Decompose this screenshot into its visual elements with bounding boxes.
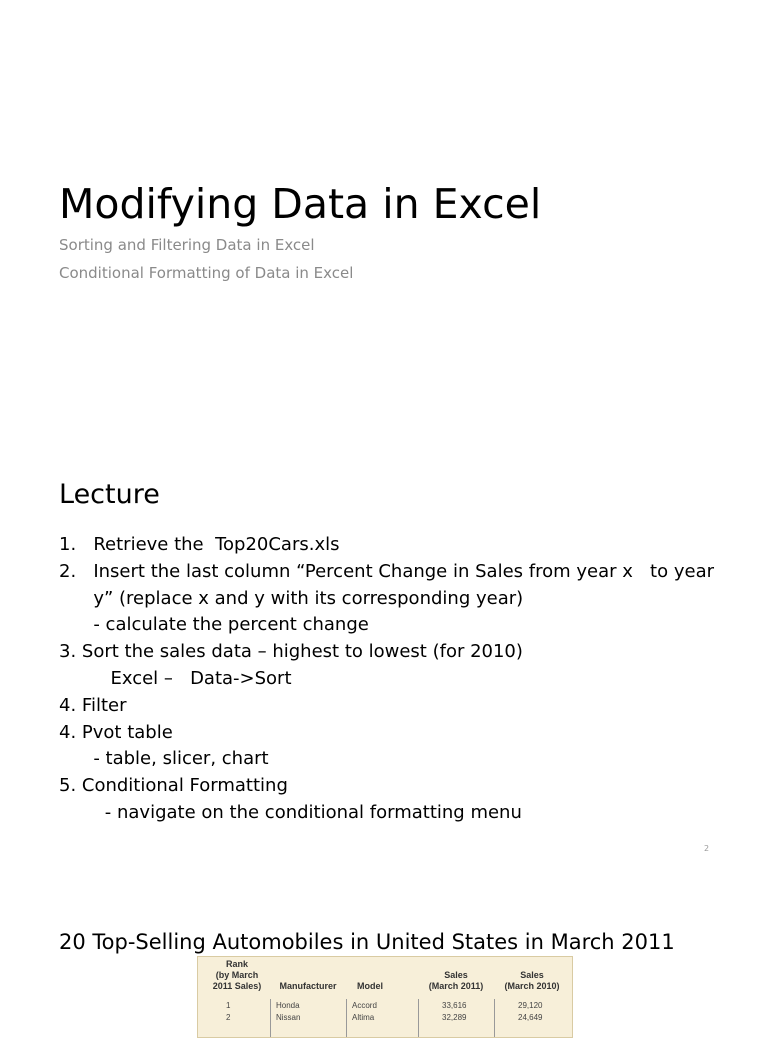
list-item: - calculate the percent change bbox=[59, 614, 369, 636]
slide-title: Modifying Data in Excel bbox=[59, 180, 542, 228]
top-cars-heading: 20 Top-Selling Automobiles in United States in March 2011 bbox=[59, 930, 675, 954]
lecture-list bbox=[59, 532, 714, 827]
header-sales-2011: Sales (March 2011) bbox=[428, 970, 484, 991]
column-divider bbox=[346, 999, 347, 1038]
header-manufacturer: Manufacturer bbox=[279, 981, 337, 991]
cell-sales-2010: 24,649 bbox=[518, 1013, 543, 1022]
cell-manufacturer: Honda bbox=[276, 1001, 300, 1010]
list-item: y” (replace x and y with its corresponding year) bbox=[59, 587, 524, 609]
column-divider bbox=[418, 999, 419, 1038]
subtitle-sorting: Sorting and Filtering Data in Excel bbox=[59, 236, 315, 254]
slide-number: 2 bbox=[704, 844, 710, 853]
header-rank: Rank (by March 2011 Sales) bbox=[212, 959, 262, 991]
cell-model: Accord bbox=[352, 1001, 377, 1010]
cell-model: Altima bbox=[352, 1013, 375, 1022]
column-divider bbox=[270, 999, 271, 1038]
list-item: 4. Filter bbox=[59, 694, 127, 716]
list-item: - table, slicer, chart bbox=[59, 748, 269, 770]
list-item: 5. Conditional Formatting bbox=[59, 775, 288, 797]
cell-rank: 1 bbox=[226, 1001, 231, 1010]
lecture-slide bbox=[0, 440, 768, 860]
cell-sales-2011: 33,616 bbox=[442, 1001, 467, 1010]
header-model: Model bbox=[357, 981, 383, 991]
sales-table bbox=[197, 956, 573, 1038]
title-slide bbox=[0, 0, 768, 440]
list-item: 1. Retrieve the Top20Cars.xls bbox=[59, 534, 340, 555]
cell-manufacturer: Nissan bbox=[276, 1013, 301, 1022]
lecture-heading: Lecture bbox=[59, 479, 160, 510]
cell-rank: 2 bbox=[226, 1013, 231, 1022]
list-item: Excel – Data->Sort bbox=[59, 667, 292, 689]
header-sales-2010: Sales (March 2010) bbox=[504, 970, 560, 991]
list-item: 2. Insert the last column “Percent Change in Sales from year x to year bbox=[59, 560, 714, 582]
subtitle-conditional-formatting: Conditional Formatting of Data in Excel bbox=[59, 264, 354, 282]
top-cars-slide bbox=[0, 860, 768, 1024]
cell-sales-2010: 29,120 bbox=[518, 1001, 543, 1010]
column-divider bbox=[494, 999, 495, 1038]
list-item: - navigate on the conditional formatting menu bbox=[59, 801, 522, 823]
cell-sales-2011: 32,289 bbox=[442, 1013, 467, 1022]
list-item: 4. Pvot table bbox=[59, 721, 173, 743]
list-item: 3. Sort the sales data – highest to lowest (for 2010) bbox=[59, 641, 523, 663]
